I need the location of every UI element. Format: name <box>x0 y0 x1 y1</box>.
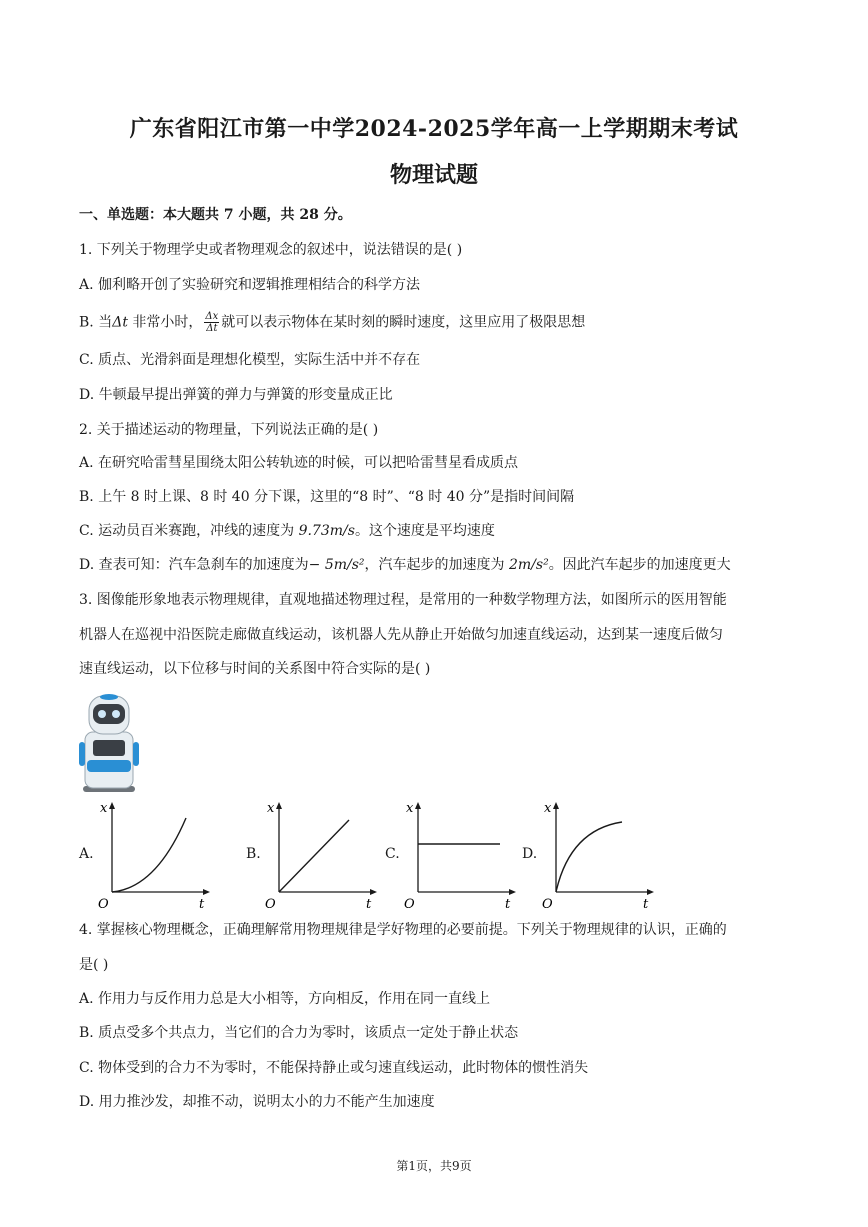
q1-b-pre: B. 当 <box>79 314 113 331</box>
q4-line1: 4. 掌握核心物理概念，正确理解常用物理规律是学好物理的必要前提。下列关于物理规律的认识，正确的 <box>79 922 727 938</box>
q1-b-dt: Δt <box>112 314 128 331</box>
q2-d-value2: 2m/s² <box>508 557 549 573</box>
graph-d-ylabel: x <box>544 801 552 816</box>
q4-option-c: C. 物体受到的合力不为零时，不能保持静止或匀速直线运动，此时物体的惯性消失 <box>79 1060 589 1076</box>
page-footer: 第1页，共9页 <box>396 1159 472 1173</box>
graph-b-xlabel: t <box>366 897 372 910</box>
fraction-denominator: Δt <box>206 323 218 334</box>
q1-b-post: 就可以表示物体在某时刻的瞬时速度，这里应用了极限思想 <box>221 314 586 331</box>
q3-graph-c <box>402 800 522 910</box>
q1-b-fraction <box>204 311 219 334</box>
graph-a-xlabel: t <box>199 897 205 910</box>
q1-option-d: D. 牛顿最早提出弹簧的弹力与弹簧的形变量成正比 <box>79 387 393 403</box>
exam-title: 广东省阳江市第一中学2024-2025学年高一上学期期末考试 <box>129 116 739 142</box>
robot-illustration <box>79 688 139 792</box>
q3-option-d-letter: D. <box>522 846 538 862</box>
graph-c-ylabel: x <box>406 801 414 816</box>
q2-option-a: A. 在研究哈雷彗星围绕太阳公转轨迹的时候，可以把哈雷彗星看成质点 <box>79 455 519 471</box>
graph-b-origin: O <box>265 897 276 910</box>
section-heading: 一、单选题：本大题共 7 小题，共 28 分。 <box>79 207 352 223</box>
graph-d-xlabel: t <box>643 897 649 910</box>
q2-option-c <box>79 521 495 541</box>
q4-option-b: B. 质点受多个共点力，当它们的合力为零时，该质点一定处于静止状态 <box>79 1025 519 1041</box>
q3-option-a-letter: A. <box>79 846 94 862</box>
q2-option-d <box>79 555 731 575</box>
q2-d-mid: ，汽车起步的加速度为 <box>364 557 509 573</box>
exam-subtitle: 物理试题 <box>389 162 478 188</box>
q3-line2: 机器人在巡视中沿医院走廊做直线运动，该机器人先从静止开始做匀加速直线运动，达到某一速度后做匀 <box>79 627 723 643</box>
q3-graph-a <box>96 800 216 910</box>
q3-line1: 3. 图像能形象地表示物理规律，直观地描述物理过程，是常用的一种数学物理方法，如图所示的医用智能 <box>79 592 727 608</box>
q2-c-pre: C. 运动员百米赛跑，冲线的速度为 <box>79 523 299 539</box>
q1-option-a: A. 伽利略开创了实验研究和逻辑推理相结合的科学方法 <box>79 277 421 293</box>
q1-b-mid: 非常小时， <box>127 314 203 331</box>
q1-option-b <box>79 311 585 334</box>
graph-c-origin: O <box>404 897 415 910</box>
q3-line3: 速直线运动，以下位移与时间的关系图中符合实际的是( ) <box>79 661 431 677</box>
q4-line2: 是( ) <box>79 957 109 973</box>
q3-graph-b <box>263 800 383 910</box>
q1-option-c: C. 质点、光滑斜面是理想化模型，实际生活中并不存在 <box>79 352 421 368</box>
q2-stem: 2. 关于描述运动的物理量，下列说法正确的是( ) <box>79 422 379 438</box>
q2-d-value1: − 5m/s² <box>308 557 365 573</box>
q3-option-b-letter: B. <box>246 846 261 862</box>
q2-d-pre: D. 查表可知：汽车急刹车的加速度为 <box>79 557 309 573</box>
q2-c-post: 。这个速度是平均速度 <box>354 523 495 539</box>
graph-b-ylabel: x <box>267 801 275 816</box>
graph-c-xlabel: t <box>505 897 511 910</box>
fraction-numerator: Δx <box>205 311 219 322</box>
q3-option-c-letter: C. <box>385 846 400 862</box>
q2-c-value: 9.73m/s <box>298 523 355 539</box>
q1-stem: 1. 下列关于物理学史或者物理观念的叙述中，说法错误的是( ) <box>79 242 463 258</box>
q3-graph-d <box>540 800 660 910</box>
q2-option-b: B. 上午 8 时上课、8 时 40 分下课，这里的“8 时”、“8 时 40 分”是指时间间隔 <box>79 489 575 505</box>
graph-a-ylabel: x <box>100 801 108 816</box>
graph-d-origin: O <box>542 897 553 910</box>
q4-option-a: A. 作用力与反作用力总是大小相等，方向相反，作用在同一直线上 <box>79 991 491 1007</box>
q2-d-post: 。因此汽车起步的加速度更大 <box>548 557 731 573</box>
graph-a-origin: O <box>98 897 109 910</box>
q4-option-d: D. 用力推沙发，却推不动，说明太小的力不能产生加速度 <box>79 1094 435 1110</box>
